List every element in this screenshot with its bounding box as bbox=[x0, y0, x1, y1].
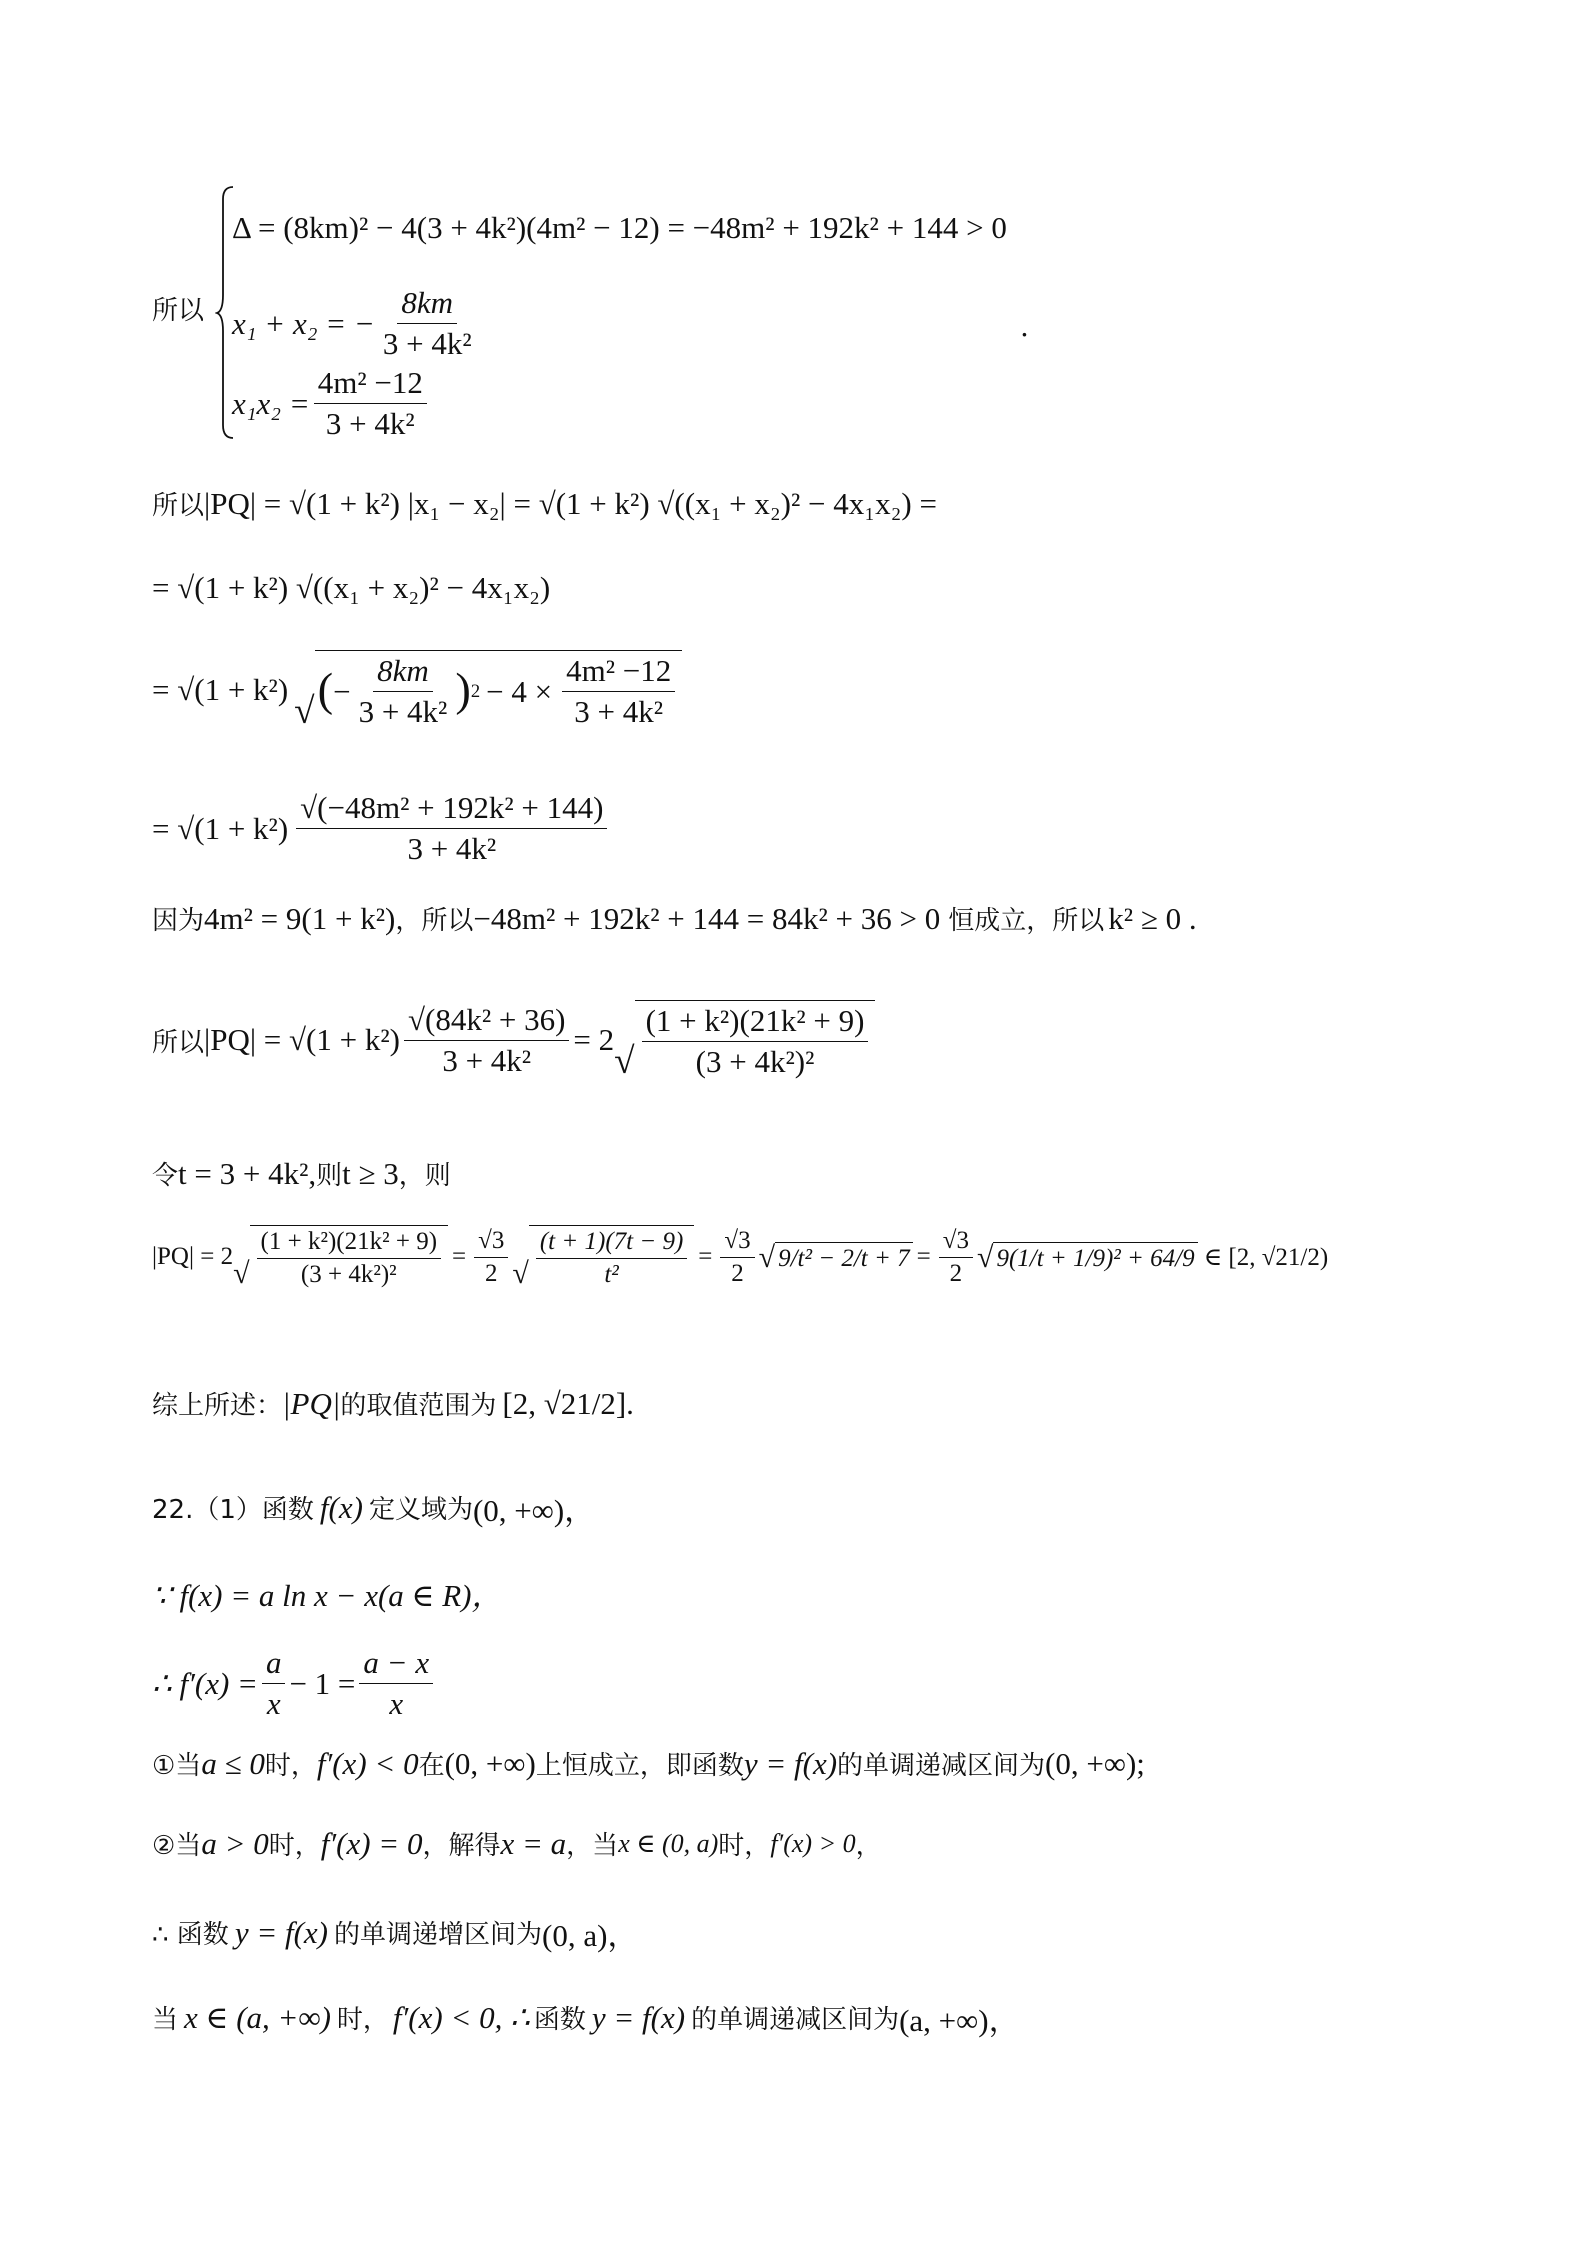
pq4-denominator: 3 + 4k² bbox=[407, 831, 497, 866]
pq6-c3d: 2 bbox=[949, 1259, 963, 1287]
pq6-coef-2 bbox=[720, 1227, 754, 1288]
because-f: k² ≥ 0 . bbox=[1108, 900, 1197, 936]
sum-denominator: 3 + 4k² bbox=[382, 326, 472, 361]
product-left: x₁x₂ = bbox=[232, 385, 310, 421]
pq6-in3: 9/t² − 2/t + 7 bbox=[775, 1242, 913, 1273]
q22-a: 22.（1）函数 bbox=[152, 1495, 314, 1525]
pq5-right-fraction bbox=[642, 1003, 869, 1080]
label-suoyi-3: 所以 bbox=[152, 1027, 205, 1058]
deriv-f1n: a bbox=[262, 1645, 286, 1684]
pq3-radical bbox=[294, 650, 682, 730]
case1-i: 的单调递减区间为 bbox=[837, 1751, 1046, 1781]
because-b: 4m² = 9(1 + k²) bbox=[204, 900, 396, 936]
pq-line-2 bbox=[152, 570, 550, 606]
because-c: ，所以 bbox=[395, 906, 474, 936]
case2-f: x = a bbox=[500, 1825, 567, 1861]
inc-a: ∴ 函数 bbox=[152, 1920, 229, 1950]
case2-i: 时， bbox=[718, 1831, 771, 1861]
pq5-eq: = 2 bbox=[573, 1022, 615, 1057]
radical-sign-icon: √ bbox=[512, 1257, 529, 1290]
case1-e: 在 bbox=[418, 1751, 445, 1781]
pq6-range: ∈ [2, √21/2) bbox=[1203, 1244, 1329, 1271]
pq3-frac-1 bbox=[355, 653, 452, 730]
pq-equation-1: |PQ| = √(1 + k²) |x₁ − x₂| = √(1 + k²) √((x₁ + x₂)² − 4x₁x₂) = bbox=[204, 485, 937, 521]
pq6-frac-1 bbox=[257, 1228, 442, 1289]
radical-sign-icon: √ bbox=[976, 1240, 994, 1274]
because-line bbox=[152, 900, 1197, 937]
q22-b: f(x) bbox=[319, 1489, 363, 1525]
system-label bbox=[152, 290, 204, 327]
paren-open: ( bbox=[317, 665, 334, 717]
deriv-f1d: x bbox=[266, 1686, 281, 1721]
summary-line bbox=[152, 1385, 634, 1422]
pq-line-1 bbox=[152, 485, 937, 522]
case1-a: ①当 bbox=[152, 1751, 202, 1781]
deriv-f2n: a − x bbox=[359, 1645, 433, 1684]
sum-left: x₁ + x₂ = − bbox=[232, 305, 375, 341]
pq3-frac2-num: 4m² −12 bbox=[562, 653, 675, 692]
pq-equation-2: = √(1 + k²) √((x₁ + x₂)² − 4x₁x₂) bbox=[152, 570, 551, 605]
pq6-d1: (3 + 4k²)² bbox=[300, 1261, 397, 1288]
pq6-radical-1 bbox=[233, 1225, 448, 1289]
deriv-frac-2 bbox=[359, 1645, 433, 1722]
pq6-eq1: = bbox=[452, 1243, 467, 1270]
q22-line bbox=[152, 1485, 595, 1530]
pq4-prefix: = √(1 + k²) bbox=[152, 810, 289, 846]
let-c: 则 bbox=[316, 1161, 343, 1191]
pq-line-4 bbox=[152, 790, 611, 867]
case1-f: (0, +∞) bbox=[444, 1745, 536, 1781]
pq5-right-den: (3 + 4k²)² bbox=[695, 1044, 815, 1079]
pq6-radical-4 bbox=[977, 1242, 1198, 1273]
pq6-left: |PQ| = 2 bbox=[152, 1243, 234, 1270]
dec-c: 时， bbox=[336, 2005, 389, 2035]
let-line bbox=[152, 1155, 451, 1192]
deriv-mid: − 1 = bbox=[289, 1665, 356, 1701]
summary-b: |PQ| bbox=[282, 1385, 341, 1421]
case2-b: a > 0 bbox=[201, 1825, 269, 1861]
radical-sign-icon: √ bbox=[233, 1257, 250, 1290]
pq5-radical bbox=[614, 1000, 875, 1080]
case1-j: (0, +∞); bbox=[1045, 1745, 1145, 1781]
pq5-denominator: 3 + 4k² bbox=[442, 1042, 532, 1078]
pq5-numerator: √(84k² + 36) bbox=[404, 1002, 569, 1041]
pq3-frac1-num: 8km bbox=[373, 653, 433, 692]
pq6-c2n: √3 bbox=[720, 1227, 754, 1258]
case1-g: 上恒成立，即函数 bbox=[535, 1751, 744, 1781]
pq-line-6 bbox=[152, 1225, 1328, 1289]
because-a: 因为 bbox=[152, 906, 205, 936]
case1-d: f′(x) < 0 bbox=[316, 1745, 419, 1781]
pq6-eq2: = bbox=[698, 1243, 713, 1270]
pq5-right-num: (1 + k²)(21k² + 9) bbox=[642, 1003, 869, 1042]
pq6-radical-3 bbox=[759, 1242, 913, 1273]
case2-g: ，当 bbox=[566, 1831, 619, 1861]
pq3-frac2-den: 3 + 4k² bbox=[574, 694, 664, 729]
let-b: t = 3 + 4k², bbox=[178, 1155, 317, 1191]
pq6-in4: 9(1/t + 1/9)² + 64/9 bbox=[993, 1242, 1197, 1273]
pq5-radicand bbox=[635, 1000, 876, 1080]
deriv-left: ∴ f′(x) = bbox=[152, 1665, 258, 1701]
let-e: ，则 bbox=[398, 1161, 451, 1191]
pq5-left: |PQ| = √(1 + k²) bbox=[204, 1022, 400, 1057]
derivative-line bbox=[152, 1645, 437, 1722]
pq3-frac1-den: 3 + 4k² bbox=[358, 694, 448, 729]
system-product bbox=[232, 365, 431, 442]
q22-d: (0, +∞)， bbox=[472, 1493, 596, 1528]
dec-f: y = f(x) bbox=[591, 1999, 686, 2035]
pq-line-5 bbox=[152, 1000, 875, 1080]
pq6-coef-3 bbox=[939, 1227, 973, 1288]
dec-h: (a, +∞)， bbox=[899, 2003, 1020, 2038]
decreasing-line bbox=[152, 1995, 1020, 2040]
minus-sign: − bbox=[333, 673, 351, 709]
deriv-frac-1 bbox=[262, 1645, 286, 1722]
pq6-c1d: 2 bbox=[485, 1259, 498, 1287]
case2-k: ， bbox=[855, 1831, 882, 1861]
product-denominator: 3 + 4k² bbox=[325, 406, 415, 441]
pq3-frac-2 bbox=[562, 653, 675, 730]
pq6-n1: (1 + k²)(21k² + 9) bbox=[257, 1228, 442, 1259]
inc-d: (0, a)， bbox=[542, 1918, 639, 1953]
summary-d: [2, √21/2]. bbox=[502, 1385, 634, 1421]
pq6-radical-2 bbox=[512, 1225, 694, 1289]
delta-equation: Δ = (8km)² − 4(3 + 4k²)(4m² − 12) = −48m² + 192k² + 144 > 0 bbox=[232, 210, 1007, 245]
inc-c: 的单调递增区间为 bbox=[334, 1920, 543, 1950]
case1-b: a ≤ 0 bbox=[201, 1745, 265, 1781]
summary-a: 综上所述： bbox=[152, 1391, 283, 1421]
because-d: −48m² + 192k² + 144 = 84k² + 36 > 0 bbox=[473, 900, 941, 936]
pq3-radicand bbox=[315, 650, 683, 730]
dec-g: 的单调递减区间为 bbox=[691, 2005, 900, 2035]
product-numerator: 4m² −12 bbox=[314, 365, 427, 404]
increasing-line bbox=[152, 1910, 638, 1955]
dec-a: 当 bbox=[152, 2005, 179, 2035]
sum-fraction bbox=[379, 285, 476, 362]
pq-line-3 bbox=[152, 650, 682, 730]
since-line bbox=[152, 1570, 503, 1615]
radical-sign-icon: √ bbox=[614, 1040, 635, 1082]
pq3-mid: − 4 × bbox=[486, 673, 553, 709]
deriv-f2d: x bbox=[389, 1686, 404, 1721]
paren-close: ) bbox=[455, 665, 471, 717]
case-2-line bbox=[152, 1825, 882, 1862]
pq4-fraction bbox=[296, 790, 607, 867]
system-sum bbox=[232, 285, 480, 362]
pq5-fraction bbox=[404, 1002, 569, 1079]
dec-e: 函数 bbox=[533, 2005, 586, 2035]
trailing-dot: . bbox=[1020, 310, 1029, 343]
let-d: t ≥ 3 bbox=[342, 1155, 399, 1191]
pq6-radicand-1 bbox=[250, 1225, 449, 1289]
pq4-numerator: √(−48m² + 192k² + 144) bbox=[296, 790, 607, 829]
pq6-d2: t² bbox=[604, 1261, 619, 1288]
sum-numerator: 8km bbox=[397, 285, 457, 324]
dec-b: x ∈ (a, +∞) bbox=[184, 1999, 331, 2035]
pq6-radicand-2 bbox=[529, 1225, 694, 1289]
case-1-line bbox=[152, 1745, 1145, 1782]
radical-sign-icon: √ bbox=[294, 690, 315, 732]
label-suoyi-2: 所以 bbox=[152, 491, 205, 521]
square-exponent: 2 bbox=[470, 680, 481, 702]
case2-j: f′(x) > 0 bbox=[770, 1828, 856, 1858]
because-e: 恒成立，所以 bbox=[948, 906, 1105, 936]
pq6-frac-2 bbox=[536, 1228, 687, 1289]
system-delta bbox=[232, 210, 1007, 246]
dec-d: f′(x) < 0, ∴ bbox=[392, 1999, 530, 2035]
pq6-c2d: 2 bbox=[731, 1259, 744, 1287]
case2-a: ②当 bbox=[152, 1831, 202, 1861]
pq6-eq3: = bbox=[916, 1243, 931, 1270]
pq3-prefix: = √(1 + k²) bbox=[152, 672, 289, 707]
inc-b: y = f(x) bbox=[234, 1914, 329, 1950]
product-fraction bbox=[314, 365, 427, 442]
case2-c: 时， bbox=[268, 1831, 321, 1861]
summary-c: 的取值范围为 bbox=[340, 1391, 497, 1421]
case2-d: f′(x) = 0 bbox=[320, 1825, 423, 1861]
since-text: ∵ f(x) = a ln x − x(a ∈ R)， bbox=[152, 1578, 503, 1613]
q22-c: 定义域为 bbox=[368, 1495, 473, 1525]
case2-h: x ∈ (0, a) bbox=[618, 1828, 719, 1858]
case1-h: y = f(x) bbox=[743, 1745, 838, 1781]
label-suoyi: 所以 bbox=[152, 296, 205, 326]
pq6-n2: (t + 1)(7t − 9) bbox=[536, 1228, 687, 1259]
pq6-c1n: √3 bbox=[474, 1227, 508, 1258]
pq6-c3n: √3 bbox=[939, 1227, 973, 1258]
radical-sign-icon: √ bbox=[758, 1240, 776, 1274]
case2-e: ，解得 bbox=[422, 1831, 501, 1861]
pq6-coef-1 bbox=[474, 1227, 508, 1288]
case1-c: 时， bbox=[264, 1751, 317, 1781]
let-a: 令 bbox=[152, 1161, 179, 1191]
